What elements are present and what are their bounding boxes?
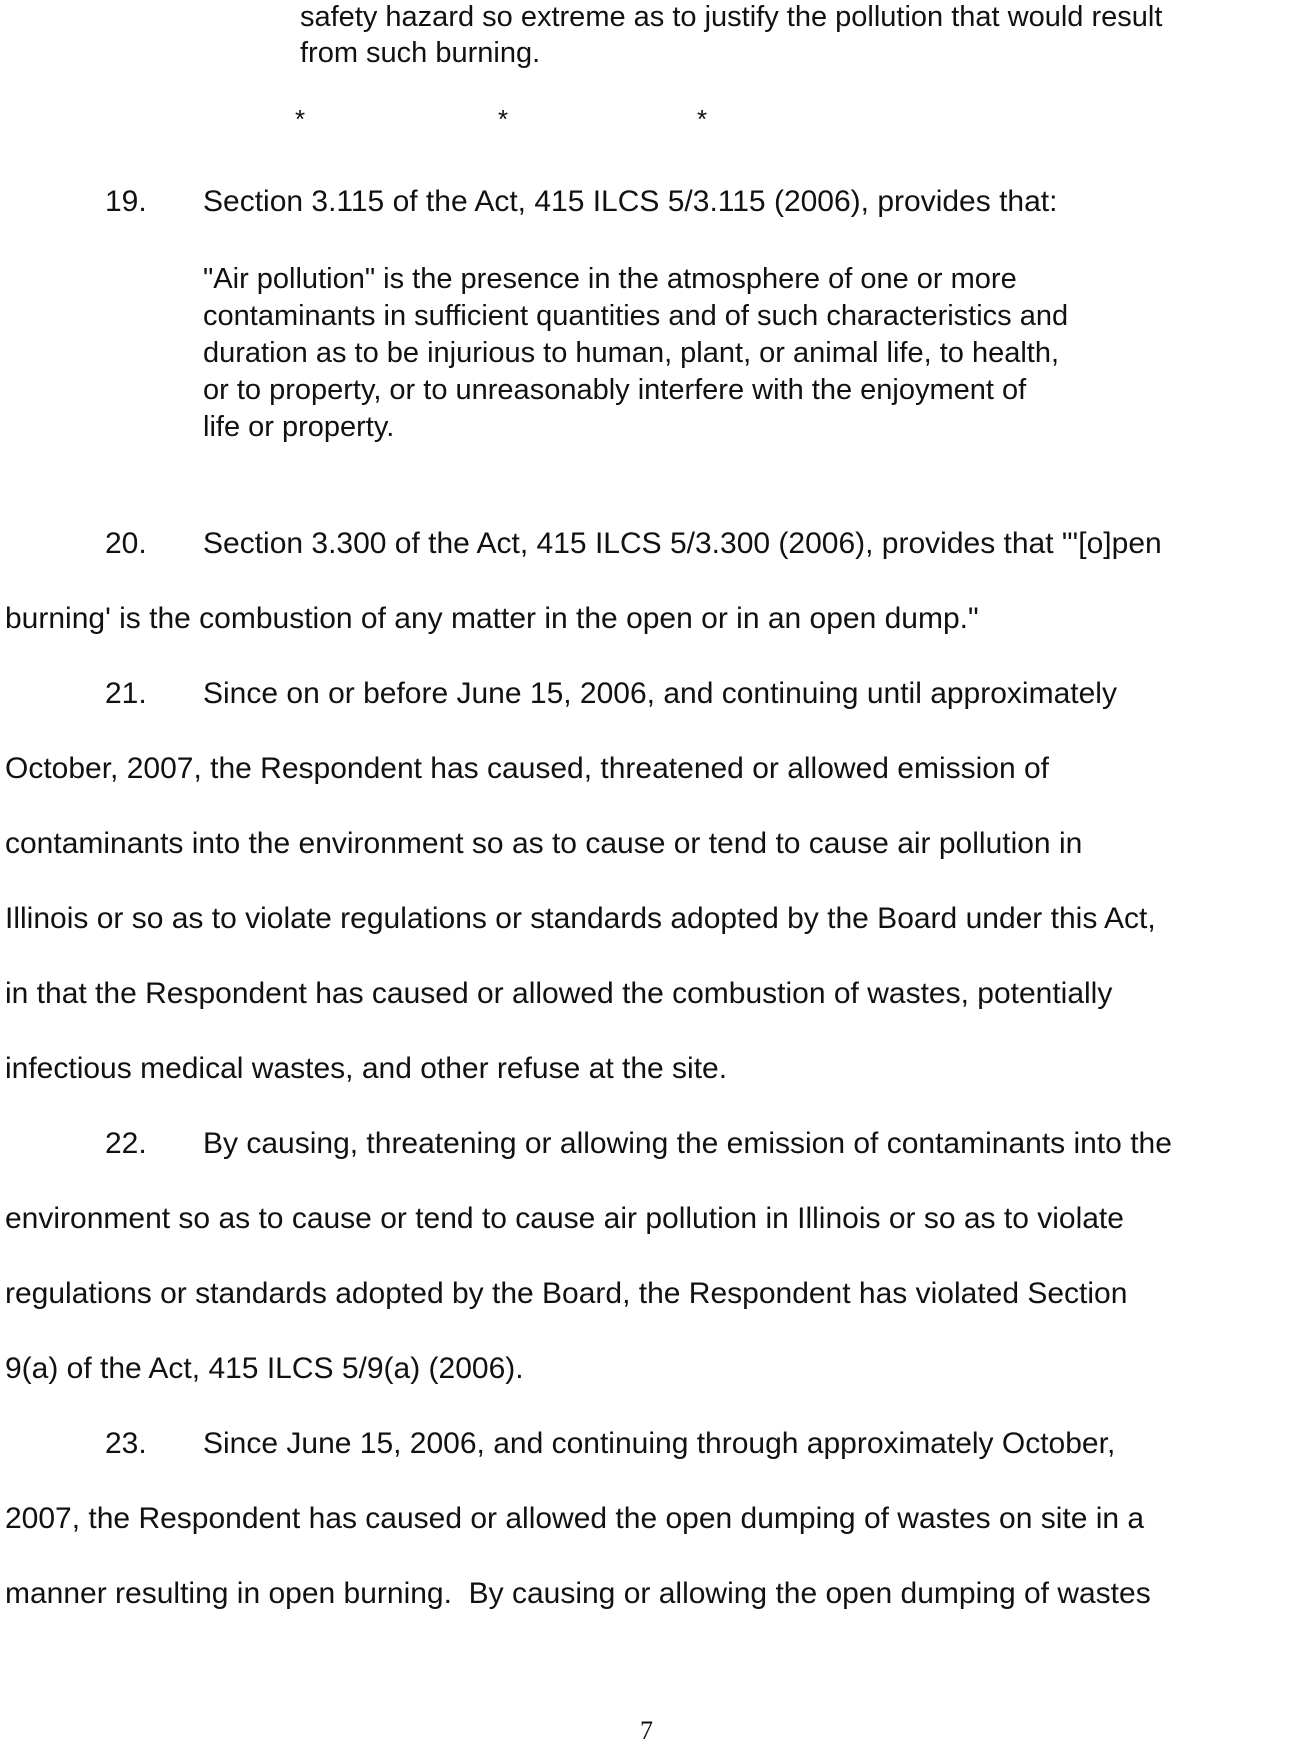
body-line: regulations or standards adopted by the Board, the Respondent has violated Section: [5, 1277, 1128, 1310]
quote-line: contaminants in sufficient quantities and of such characteristics and: [203, 300, 1069, 332]
body-line: Illinois or so as to violate regulations or standards adopted by the Board under this Act,: [5, 902, 1156, 935]
quote-line: life or property.: [203, 411, 395, 443]
quote-line: duration as to be injurious to human, plant, or animal life, to health,: [203, 337, 1060, 369]
paragraph-20-first-line: Section 3.300 of the Act, 415 ILCS 5/3.300 (2006), provides that "'[o]pen: [203, 527, 1162, 560]
ellipsis-star: *: [498, 104, 509, 134]
page-number: 7: [640, 1716, 653, 1745]
body-line: infectious medical wastes, and other refuse at the site.: [5, 1052, 728, 1085]
paragraph-number: 22.: [105, 1127, 147, 1160]
body-line: manner resulting in open burning. By causing or allowing the open dumping of wastes: [5, 1577, 1151, 1610]
paragraph-19-lead: Section 3.115 of the Act, 415 ILCS 5/3.115 (2006), provides that:: [203, 185, 1058, 218]
ellipsis-star: *: [697, 104, 708, 134]
quote-line: from such burning.: [300, 37, 541, 69]
paragraph-22-first-line: By causing, threatening or allowing the emission of contaminants into the: [203, 1127, 1172, 1160]
body-line: 2007, the Respondent has caused or allowed the open dumping of wastes on site in a: [5, 1502, 1145, 1535]
quote-line: safety hazard so extreme as to justify the pollution that would result: [300, 1, 1163, 33]
body-line: 9(a) of the Act, 415 ILCS 5/9(a) (2006).: [5, 1352, 524, 1385]
paragraph-23-first-line: Since June 15, 2006, and continuing through approximately October,: [203, 1427, 1116, 1460]
body-line: environment so as to cause or tend to cause air pollution in Illinois or so as to violate: [5, 1202, 1124, 1235]
body-line: burning' is the combustion of any matter in the open or in an open dump.": [5, 602, 979, 635]
paragraph-number: 21.: [105, 677, 147, 710]
body-line: contaminants into the environment so as to cause or tend to cause air pollution in: [5, 827, 1083, 860]
paragraph-number: 23.: [105, 1427, 147, 1460]
quote-line: or to property, or to unreasonably interfere with the enjoyment of: [203, 374, 1027, 406]
body-line: in that the Respondent has caused or allowed the combustion of wastes, potentially: [5, 977, 1113, 1010]
body-line: October, 2007, the Respondent has caused, threatened or allowed emission of: [5, 752, 1050, 785]
paragraph-21-first-line: Since on or before June 15, 2006, and continuing until approximately: [203, 677, 1117, 710]
paragraph-number: 19.: [105, 185, 147, 218]
ellipsis-star: *: [295, 104, 306, 134]
quote-line: "Air pollution" is the presence in the atmosphere of one or more: [203, 263, 1017, 295]
paragraph-number: 20.: [105, 527, 147, 560]
